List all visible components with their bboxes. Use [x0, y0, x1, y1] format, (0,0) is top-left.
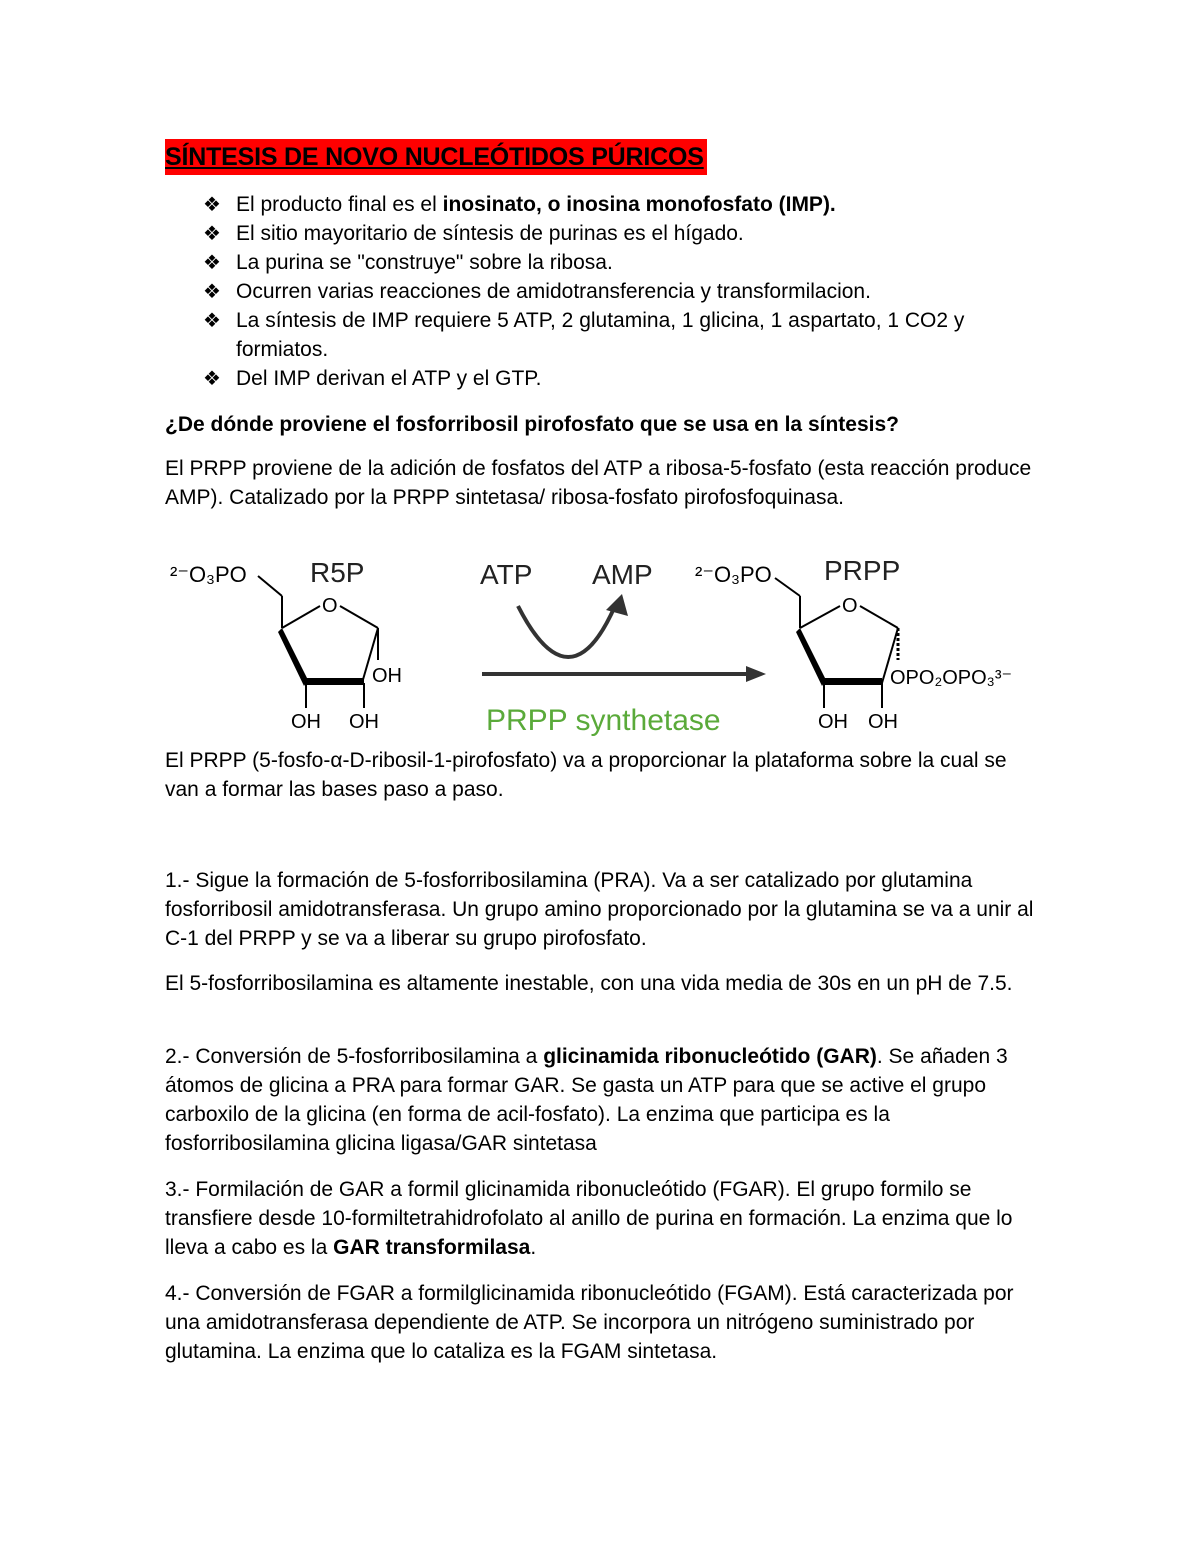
prpp-origin-paragraph: El PRPP proviene de la adición de fosfatos del ATP a ribosa-5-fosfato (esta reacción produce AMP). Catalizado por la PRPP sintetasa/ ribosa-fosfato pirofosfoquinasa.	[165, 457, 1032, 509]
step-3-paragraph: 3.- Formilación de GAR a formil glicinamida ribonucleótido (FGAR). El grupo formilo se transfiere desde 10-formiltetrahidrofolato al anillo de purina en formación. La enzima que lo lleva a cabo es la GAR transformilasa.	[165, 1178, 1013, 1259]
r5p-c1-hydroxyl: OH	[372, 665, 402, 687]
diamond-bullet-icon: ❖	[203, 192, 221, 216]
diamond-bullet-icon: ❖	[203, 250, 221, 274]
page-title: SÍNTESIS DE NOVO NUCLEÓTIDOS PÚRICOS	[165, 139, 707, 175]
diamond-bullet-icon: ❖	[203, 221, 221, 245]
r5p-c3-hydroxyl: OH	[291, 711, 321, 733]
step-1-paragraph: 1.- Sigue la formación de 5-fosforribosilamina (PRA). Va a ser catalizado por glutamina fosforribosil amidotransferasa. Un grupo amino proporcionado por la glutamina se va a unir al C-1 del PRPP y se va a liberar su grupo pirofosfato.	[165, 869, 1034, 950]
prpp-label: PRPP	[824, 555, 901, 586]
prpp-c3-hydroxyl: OH	[818, 711, 848, 733]
amp-arrowhead-icon	[606, 594, 628, 616]
diamond-bullet-icon: ❖	[203, 366, 221, 390]
question-heading: ¿De dónde proviene el fosforribosil pirofosfato que se usa en la síntesis?	[165, 413, 899, 436]
amp-label: AMP	[592, 559, 653, 590]
prpp-phosphate-group: ²⁻O₃PO	[695, 562, 772, 587]
prpp-c2-hydroxyl: OH	[868, 711, 898, 733]
bullet-list	[165, 190, 1045, 393]
diamond-bullet-icon: ❖	[203, 308, 221, 332]
step-2-paragraph: 2.- Conversión de 5-fosforribosilamina a glicinamida ribonucleótido (GAR). Se añaden 3 átomos de glicina a PRA para formar GAR. Se gasta un ATP para que se active el grupo carboxilo de la glicina (en forma de acil-fosfato). La enzima que participa es la fosforribosilamina glicina ligasa/GAR sintetasa	[165, 1045, 1008, 1155]
r5p-c2-hydroxyl: OH	[349, 711, 379, 733]
list-item: ❖ Del IMP derivan el ATP y el GTP.	[165, 364, 1045, 393]
list-item: ❖ El sitio mayoritario de síntesis de purinas es el hígado.	[165, 219, 1045, 248]
r5p-label: R5P	[310, 557, 365, 588]
prpp-synthesis-diagram	[160, 548, 1040, 738]
r5p-phosphate-group: ²⁻O₃PO	[170, 562, 247, 587]
enzyme-label: PRPP synthetase	[486, 704, 721, 737]
step-4-paragraph: 4.- Conversión de FGAR a formilglicinamida ribonucleótido (FGAM). Está caracterizada por una amidotransferasa dependiente de ATP. Se incorpora un nitrógeno suministrado por glutamina. La enzima que lo cataliza es la FGAM sintetasa.	[165, 1282, 1014, 1363]
arrowhead-icon	[746, 666, 766, 682]
prpp-ring-oxygen: O	[842, 595, 858, 617]
step-1-note-paragraph: El 5-fosforribosilamina es altamente inestable, con una vida media de 30s en un pH de 7.5.	[165, 972, 1013, 995]
list-item: ❖ El producto final es el inosinato, o inosina monofosfato (IMP).	[165, 190, 1045, 219]
r5p-ring-oxygen: O	[322, 595, 338, 617]
atp-label: ATP	[480, 559, 533, 590]
prpp-molecule	[695, 555, 1012, 733]
list-item: ❖ La purina se "construye" sobre la ribosa.	[165, 248, 1045, 277]
prpp-description-paragraph: El PRPP (5-fosfo-α-D-ribosil-1-pirofosfato) va a proporcionar la plataforma sobre la cual se van a formar las bases paso a paso.	[165, 749, 1007, 801]
list-item: ❖ La síntesis de IMP requiere 5 ATP, 2 glutamina, 1 glicina, 1 aspartato, 1 CO2 y formiatos.	[203, 308, 965, 361]
prpp-pyrophosphate-group: OPO₂OPO₃³⁻	[890, 667, 1013, 689]
r5p-molecule	[170, 557, 402, 733]
list-item: ❖ Ocurren varias reacciones de amidotransferencia y transformilacion.	[165, 277, 1045, 306]
diamond-bullet-icon: ❖	[203, 279, 221, 303]
